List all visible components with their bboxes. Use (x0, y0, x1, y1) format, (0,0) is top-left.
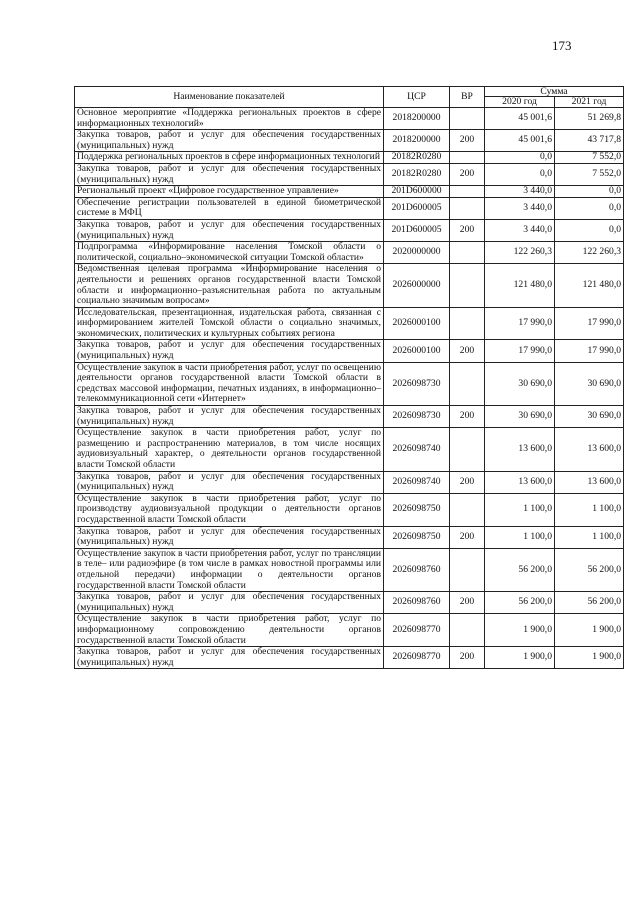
row-vr-cell: 200 (450, 647, 485, 669)
row-sum-2021-cell: 0,0 (555, 186, 624, 198)
row-csr-cell: 2026098770 (384, 614, 450, 647)
row-csr-cell: 201D600005 (384, 219, 450, 241)
row-sum-2021-cell: 1 100,0 (555, 493, 624, 526)
row-name-cell: Исследовательская, презентационная, издательская работа, связанная с информированием жителей Томской области о социально значимых, экономических, политических и культурных событиях региона (75, 307, 384, 340)
row-csr-cell: 2020000000 (384, 242, 450, 264)
row-vr-cell (450, 242, 485, 264)
row-sum-2020-cell: 3 440,0 (485, 219, 555, 241)
row-sum-2020-cell: 45 001,6 (485, 108, 555, 130)
row-csr-cell: 2018200000 (384, 108, 450, 130)
row-sum-2021-cell: 7 552,0 (555, 163, 624, 185)
table-row (75, 242, 624, 264)
row-sum-2020-cell: 121 480,0 (485, 264, 555, 307)
row-vr-cell: 200 (450, 592, 485, 614)
row-sum-2020-cell: 1 100,0 (485, 526, 555, 548)
row-sum-2021-cell: 13 600,0 (555, 428, 624, 471)
row-vr-cell: 200 (450, 340, 485, 362)
table-row (75, 548, 624, 591)
row-vr-cell (450, 428, 485, 471)
table-row (75, 264, 624, 307)
table-row (75, 130, 624, 152)
page-number: 173 (552, 38, 572, 53)
row-sum-2021-cell: 30 690,0 (555, 406, 624, 428)
row-csr-cell: 2026000000 (384, 264, 450, 307)
row-csr-cell: 2026098740 (384, 471, 450, 493)
row-name-cell: Осуществление закупок в части приобретения работ, услуг по освещению деятельности органов государственной власти Томской области в средствах массовой информации, печатных изданиях, в информационно–телекоммуникационной сети «Интернет» (75, 362, 384, 405)
row-sum-2021-cell: 43 717,8 (555, 130, 624, 152)
budget-table (74, 86, 624, 669)
row-csr-cell: 201D600005 (384, 197, 450, 219)
table-row (75, 307, 624, 340)
row-name-cell: Закупка товаров, работ и услуг для обеспечения государственных (муниципальных) нужд (75, 340, 384, 362)
row-csr-cell: 201D600000 (384, 186, 450, 198)
row-name-cell: Закупка товаров, работ и услуг для обеспечения государственных (муниципальных) нужд (75, 130, 384, 152)
row-vr-cell (450, 307, 485, 340)
table-row (75, 592, 624, 614)
row-vr-cell: 200 (450, 130, 485, 152)
row-name-cell: Закупка товаров, работ и услуг для обеспечения государственных (муниципальных) нужд (75, 163, 384, 185)
row-sum-2020-cell: 56 200,0 (485, 548, 555, 591)
table-row (75, 186, 624, 198)
table-row (75, 340, 624, 362)
table-row (75, 526, 624, 548)
header-row (75, 87, 624, 97)
table-row (75, 197, 624, 219)
row-csr-cell: 20182R0280 (384, 163, 450, 185)
row-csr-cell: 2026098750 (384, 526, 450, 548)
row-sum-2021-cell: 122 260,3 (555, 242, 624, 264)
row-name-cell: Ведомственная целевая программа «Информирование населения о деятельности и решениях органов государственной власти Томской области и информационно–разъяснительная работа по актуальным социально значимым вопросам» (75, 264, 384, 307)
row-name-cell: Осуществление закупок в части приобретения работ, услуг по производству аудиовизуальной продукции о деятельности органов государственной власти Томской области (75, 493, 384, 526)
row-vr-cell (450, 493, 485, 526)
row-sum-2020-cell: 122 260,3 (485, 242, 555, 264)
row-sum-2020-cell: 1 900,0 (485, 614, 555, 647)
row-sum-2021-cell: 7 552,0 (555, 152, 624, 164)
row-vr-cell (450, 197, 485, 219)
row-csr-cell: 2026098760 (384, 592, 450, 614)
row-sum-2021-cell: 1 100,0 (555, 526, 624, 548)
row-csr-cell: 2026098770 (384, 647, 450, 669)
row-sum-2021-cell: 0,0 (555, 197, 624, 219)
row-sum-2020-cell: 0,0 (485, 163, 555, 185)
row-sum-2020-cell: 30 690,0 (485, 406, 555, 428)
row-csr-cell: 2026098730 (384, 362, 450, 405)
table-row (75, 493, 624, 526)
row-name-cell: Закупка товаров, работ и услуг для обеспечения государственных (муниципальных) нужд (75, 647, 384, 669)
row-vr-cell: 200 (450, 406, 485, 428)
row-name-cell: Закупка товаров, работ и услуг для обеспечения государственных (муниципальных) нужд (75, 219, 384, 241)
table-row (75, 406, 624, 428)
row-sum-2020-cell: 45 001,6 (485, 130, 555, 152)
row-name-cell: Подпрограмма «Информирование населения Томской области о политической, социально–экономической ситуации Томской области» (75, 242, 384, 264)
row-name-cell: Закупка товаров, работ и услуг для обеспечения государственных (муниципальных) нужд (75, 471, 384, 493)
row-sum-2020-cell: 17 990,0 (485, 307, 555, 340)
row-vr-cell: 200 (450, 163, 485, 185)
row-csr-cell: 2026098730 (384, 406, 450, 428)
header-sum: Сумма (485, 87, 624, 97)
row-vr-cell (450, 362, 485, 405)
row-sum-2021-cell: 30 690,0 (555, 362, 624, 405)
row-csr-cell: 2026098750 (384, 493, 450, 526)
row-csr-cell: 2026000100 (384, 307, 450, 340)
row-name-cell: Региональный проект «Цифровое государственное управление» (75, 186, 384, 198)
row-csr-cell: 2026000100 (384, 340, 450, 362)
row-vr-cell: 200 (450, 219, 485, 241)
row-name-cell: Поддержка региональных проектов в сфере информационных технологий (75, 152, 384, 164)
table-row (75, 163, 624, 185)
row-name-cell: Закупка товаров, работ и услуг для обеспечения государственных (муниципальных) нужд (75, 592, 384, 614)
row-name-cell: Закупка товаров, работ и услуг для обеспечения государственных (муниципальных) нужд (75, 526, 384, 548)
row-sum-2021-cell: 56 200,0 (555, 548, 624, 591)
row-sum-2021-cell: 17 990,0 (555, 307, 624, 340)
table-row (75, 471, 624, 493)
row-sum-2021-cell: 56 200,0 (555, 592, 624, 614)
row-sum-2020-cell: 56 200,0 (485, 592, 555, 614)
row-sum-2020-cell: 13 600,0 (485, 471, 555, 493)
row-sum-2020-cell: 3 440,0 (485, 197, 555, 219)
row-sum-2021-cell: 1 900,0 (555, 614, 624, 647)
row-vr-cell (450, 264, 485, 307)
row-vr-cell (450, 108, 485, 130)
row-vr-cell (450, 614, 485, 647)
row-sum-2020-cell: 0,0 (485, 152, 555, 164)
header-csr: ЦСР (384, 87, 450, 108)
row-csr-cell: 2018200000 (384, 130, 450, 152)
row-sum-2020-cell: 17 990,0 (485, 340, 555, 362)
row-csr-cell: 2026098740 (384, 428, 450, 471)
row-vr-cell: 200 (450, 526, 485, 548)
table-row (75, 219, 624, 241)
table-row (75, 362, 624, 405)
header-year-2020: 2020 год (485, 97, 555, 108)
row-name-cell: Осуществление закупок в части приобретения работ, услуг по размещению и распространению материалов, в том числе носящих аудиовизуальный характер, о деятельности органов государственной власти Томской области (75, 428, 384, 471)
row-name-cell: Основное мероприятие «Поддержка региональных проектов в сфере информационных технологий» (75, 108, 384, 130)
row-name-cell: Осуществление закупок в части приобретения работ, услуг по трансляции в теле– или радиоэфире (в том числе в рамках новостной программы или отдельной передачи) информации о деятельности органов государственной власти Томской области (75, 548, 384, 591)
row-sum-2021-cell: 17 990,0 (555, 340, 624, 362)
table-row (75, 152, 624, 164)
row-vr-cell (450, 548, 485, 591)
row-name-cell: Обеспечение регистрации пользователей в единой биометрической системе в МФЦ (75, 197, 384, 219)
row-sum-2021-cell: 0,0 (555, 219, 624, 241)
row-vr-cell (450, 152, 485, 164)
row-sum-2021-cell: 13 600,0 (555, 471, 624, 493)
header-name: Наименование показателей (75, 87, 384, 108)
row-vr-cell (450, 186, 485, 198)
row-csr-cell: 2026098760 (384, 548, 450, 591)
row-csr-cell: 20182R0280 (384, 152, 450, 164)
row-sum-2020-cell: 30 690,0 (485, 362, 555, 405)
header-year-2021: 2021 год (555, 97, 624, 108)
table-row (75, 108, 624, 130)
row-name-cell: Закупка товаров, работ и услуг для обеспечения государственных (муниципальных) нужд (75, 406, 384, 428)
table-row (75, 647, 624, 669)
row-sum-2020-cell: 1 100,0 (485, 493, 555, 526)
row-sum-2021-cell: 121 480,0 (555, 264, 624, 307)
row-sum-2021-cell: 1 900,0 (555, 647, 624, 669)
table-row (75, 614, 624, 647)
row-sum-2020-cell: 3 440,0 (485, 186, 555, 198)
row-name-cell: Осуществление закупок в части приобретения работ, услуг по информационному сопровождению деятельности органов государственной власти Томской области (75, 614, 384, 647)
row-sum-2020-cell: 13 600,0 (485, 428, 555, 471)
row-sum-2021-cell: 51 269,8 (555, 108, 624, 130)
row-sum-2020-cell: 1 900,0 (485, 647, 555, 669)
row-vr-cell: 200 (450, 471, 485, 493)
header-vr: ВР (450, 87, 485, 108)
table-row (75, 428, 624, 471)
